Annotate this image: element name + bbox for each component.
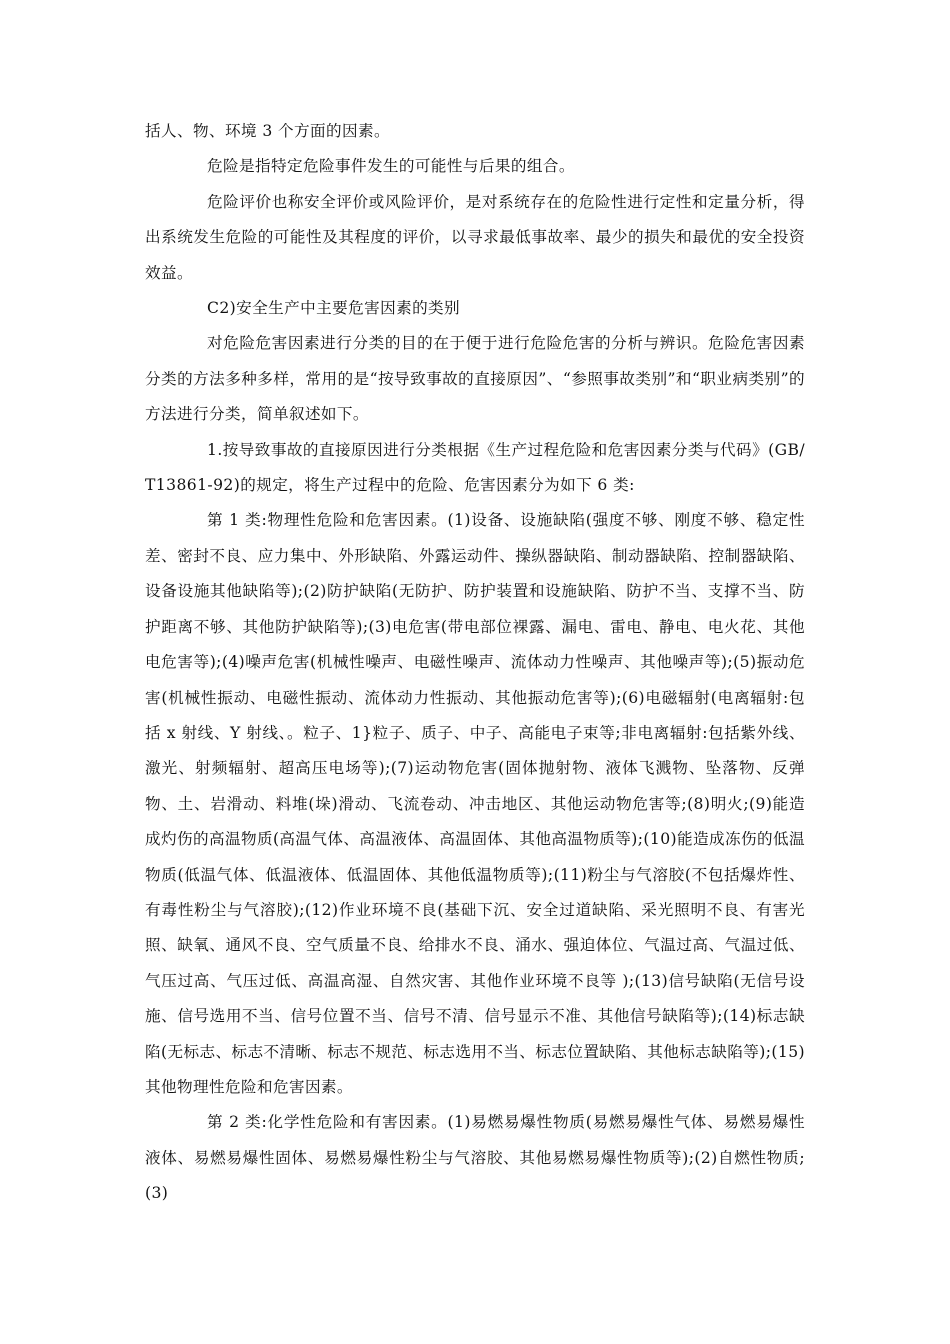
continuation-paragraph: 括人、物、环境 3 个方面的因素。	[145, 122, 390, 140]
category-2-paragraph: 第 2 类:化学性危险和有害因素。(1)易燃易爆性物质(易燃易爆性气体、易燃易爆性液体、易燃易爆性固体、易燃易爆性粉尘与气溶胶、其他易燃易爆性物质等);(2)自燃性物质;(3)	[145, 1113, 805, 1203]
section-heading: C2)安全生产中主要危害因素的类别	[207, 299, 461, 318]
risk-evaluation-paragraph: 危险评价也称安全评价或风险评价，是对系统存在的危险性进行定性和定量分析，得出系统发生危险的可能性及其程度的评价，以寻求最低事故率、最少的损失和最优的安全投资效益。	[145, 192, 805, 282]
classification-purpose-paragraph: 对危险危害因素进行分类的目的在于便于进行危险危害的分析与辨识。危险危害因素分类的方法多种多样，常用的是“按导致事故的直接原因”、“参照事故类别”和“职业病类别”的方法进行分类，简单叙述如下。	[145, 334, 805, 424]
direct-cause-classification-paragraph: 1.按导致事故的直接原因进行分类根据《生产过程危险和危害因素分类与代码》(GB/T13861-92)的规定，将生产过程中的危险、危害因素分为如下 6 类:	[145, 440, 805, 495]
category-1-paragraph: 第 1 类:物理性危险和危害因素。(1)设备、设施缺陷(强度不够、刚度不够、稳定性差、密封不良、应力集中、外形缺陷、外露运动件、操纵器缺陷、制动器缺陷、控制器缺陷、设备设施其他缺陷等);(2)防护缺陷(无防护、防护装置和设施缺陷、防护不当、支撑不当、防护距离不够、其他防护缺陷等);(3)电危害(带电部位裸露、漏电、雷电、静电、电火花、其他电危害等);(4)噪声危害(机械性噪声、电磁性噪声、流体动力性噪声、其他噪声等);(5)振动危害(机械性振动、电磁性振动、流体动力性振动、其他振动危害等);(6)电磁辐射(电离辐射:包括 x 射线、Y 射线、。粒子、1}粒子、质子、中子、高能电子束等;非电离辐射:包括紫外线、激光、射频辐射、超高压电场等);(7)运动物危害(固体抛射物、液体飞溅物、坠落物、反弹物、土、岩滑动、料堆(垛)滑动、飞流卷动、冲击地区、其他运动物危害等;(8)明火;(9)能造成灼伤的高温物质(高温气体、高温液体、高温固体、其他高温物质等);(10)能造成冻伤的低温物质(低温气体、低温液体、低温固体、其他低温物质等);(11)粉尘与气溶胶(不包括爆炸性、有毒性粉尘与气溶胶);(12)作业环境不良(基础下沉、安全过道缺陷、采光照明不良、有害光照、缺氧、通风不良、空气质量不良、给排水不良、涌水、强迫体位、气温过高、气温过低、气压过高、气压过低、高温高湿、自然灾害、其他作业环境不良等 );(13)信号缺陷(无信号设施、信号选用不当、信号位置不当、信号不清、信号显示不准、其他信号缺陷等);(14)标志缺陷(无标志、标志不清晰、标志不规范、标志选用不当、标志位置缺陷、其他标志缺陷等);(15)其他物理性危险和危害因素。	[145, 511, 805, 1096]
document-page	[145, 114, 805, 1212]
risk-definition-paragraph: 危险是指特定危险事件发生的可能性与后果的组合。	[207, 157, 575, 176]
